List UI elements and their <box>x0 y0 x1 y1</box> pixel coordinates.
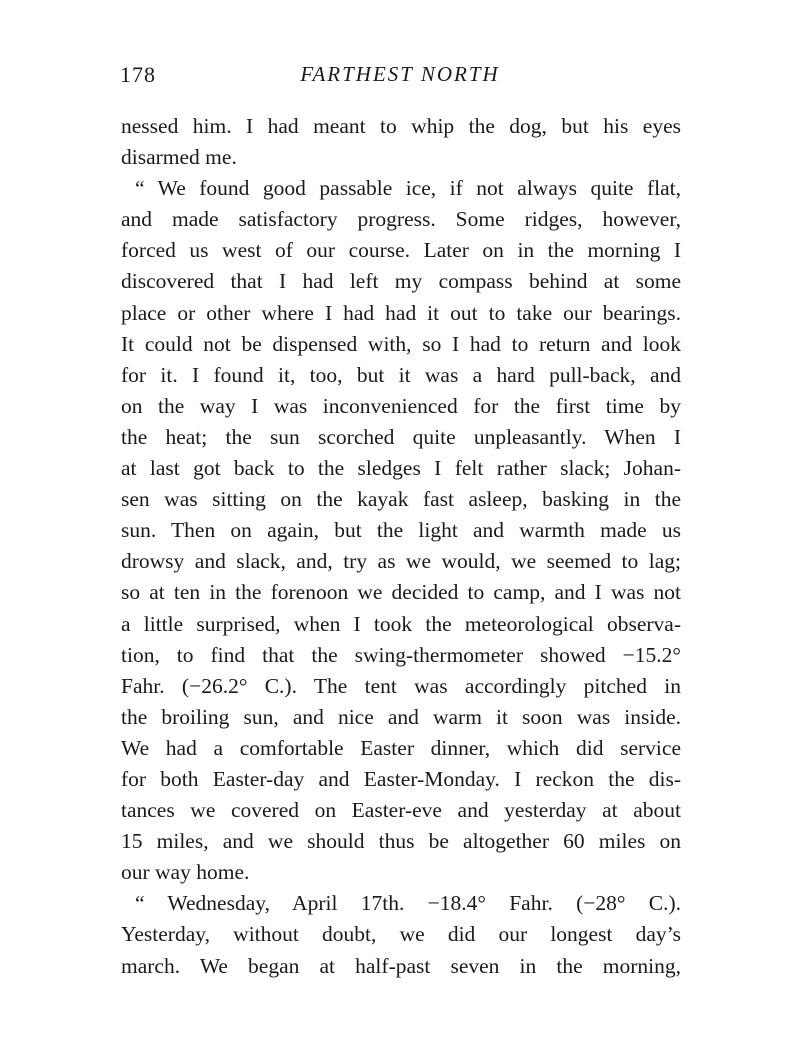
text-line: We had a comfortable Easter dinner, which did service <box>121 735 681 760</box>
text-line: “ Wednesday, April 17th. −18.4° Fahr. (−28° C.). <box>135 891 681 916</box>
text-line: sen was sitting on the kayak fast asleep, basking in the <box>121 487 681 512</box>
text-line: on the way I was inconvenienced for the first time by <box>121 393 681 418</box>
text-line: “ We found good passable ice, if not always quite flat, <box>135 176 681 201</box>
text-line: for both Easter-day and Easter-Monday. I reckon the dis- <box>121 766 681 791</box>
page-number: 178 <box>120 62 156 87</box>
text-line: and made satisfactory progress. Some ridges, however, <box>121 207 681 232</box>
text-line: 15 miles, and we should thus be altogether 60 miles on <box>121 829 681 854</box>
text-line: disarmed me. <box>121 145 237 170</box>
text-line: tances we covered on Easter-eve and yesterday at about <box>121 798 681 823</box>
text-line: march. We began at half-past seven in the morning, <box>121 953 681 978</box>
text-line: forced us west of our course. Later on in the morning I <box>121 238 681 263</box>
text-line: Fahr. (−26.2° C.). The tent was accordingly pitched in <box>121 673 681 698</box>
running-title: FARTHEST NORTH <box>300 62 500 86</box>
text-line: so at ten in the forenoon we decided to camp, and I was not <box>121 580 681 605</box>
text-line: discovered that I had left my compass behind at some <box>121 269 681 294</box>
text-line: place or other where I had had it out to take our bearings. <box>121 300 681 325</box>
text-line: the heat; the sun scorched quite unpleasantly. When I <box>121 424 681 449</box>
text-line: sun. Then on again, but the light and warmth made us <box>121 518 681 543</box>
text-line: It could not be dispensed with, so I had to return and look <box>121 331 681 356</box>
text-line: drowsy and slack, and, try as we would, we seemed to lag; <box>121 549 681 574</box>
text-line: the broiling sun, and nice and warm it soon was inside. <box>121 704 681 729</box>
text-line: nessed him. I had meant to whip the dog, but his eyes <box>121 114 681 138</box>
text-line: Yesterday, without doubt, we did our longest day’s <box>121 922 681 947</box>
text-line: tion, to find that the swing-thermometer showed −15.2° <box>121 642 681 667</box>
text-line: for it. I found it, too, but it was a hard pull-back, and <box>121 362 681 387</box>
text-line: at last got back to the sledges I felt rather slack; Johan- <box>121 456 681 481</box>
body-text <box>121 111 681 982</box>
text-line: a little surprised, when I took the meteorological observa- <box>121 611 681 636</box>
text-line: our way home. <box>121 860 250 885</box>
